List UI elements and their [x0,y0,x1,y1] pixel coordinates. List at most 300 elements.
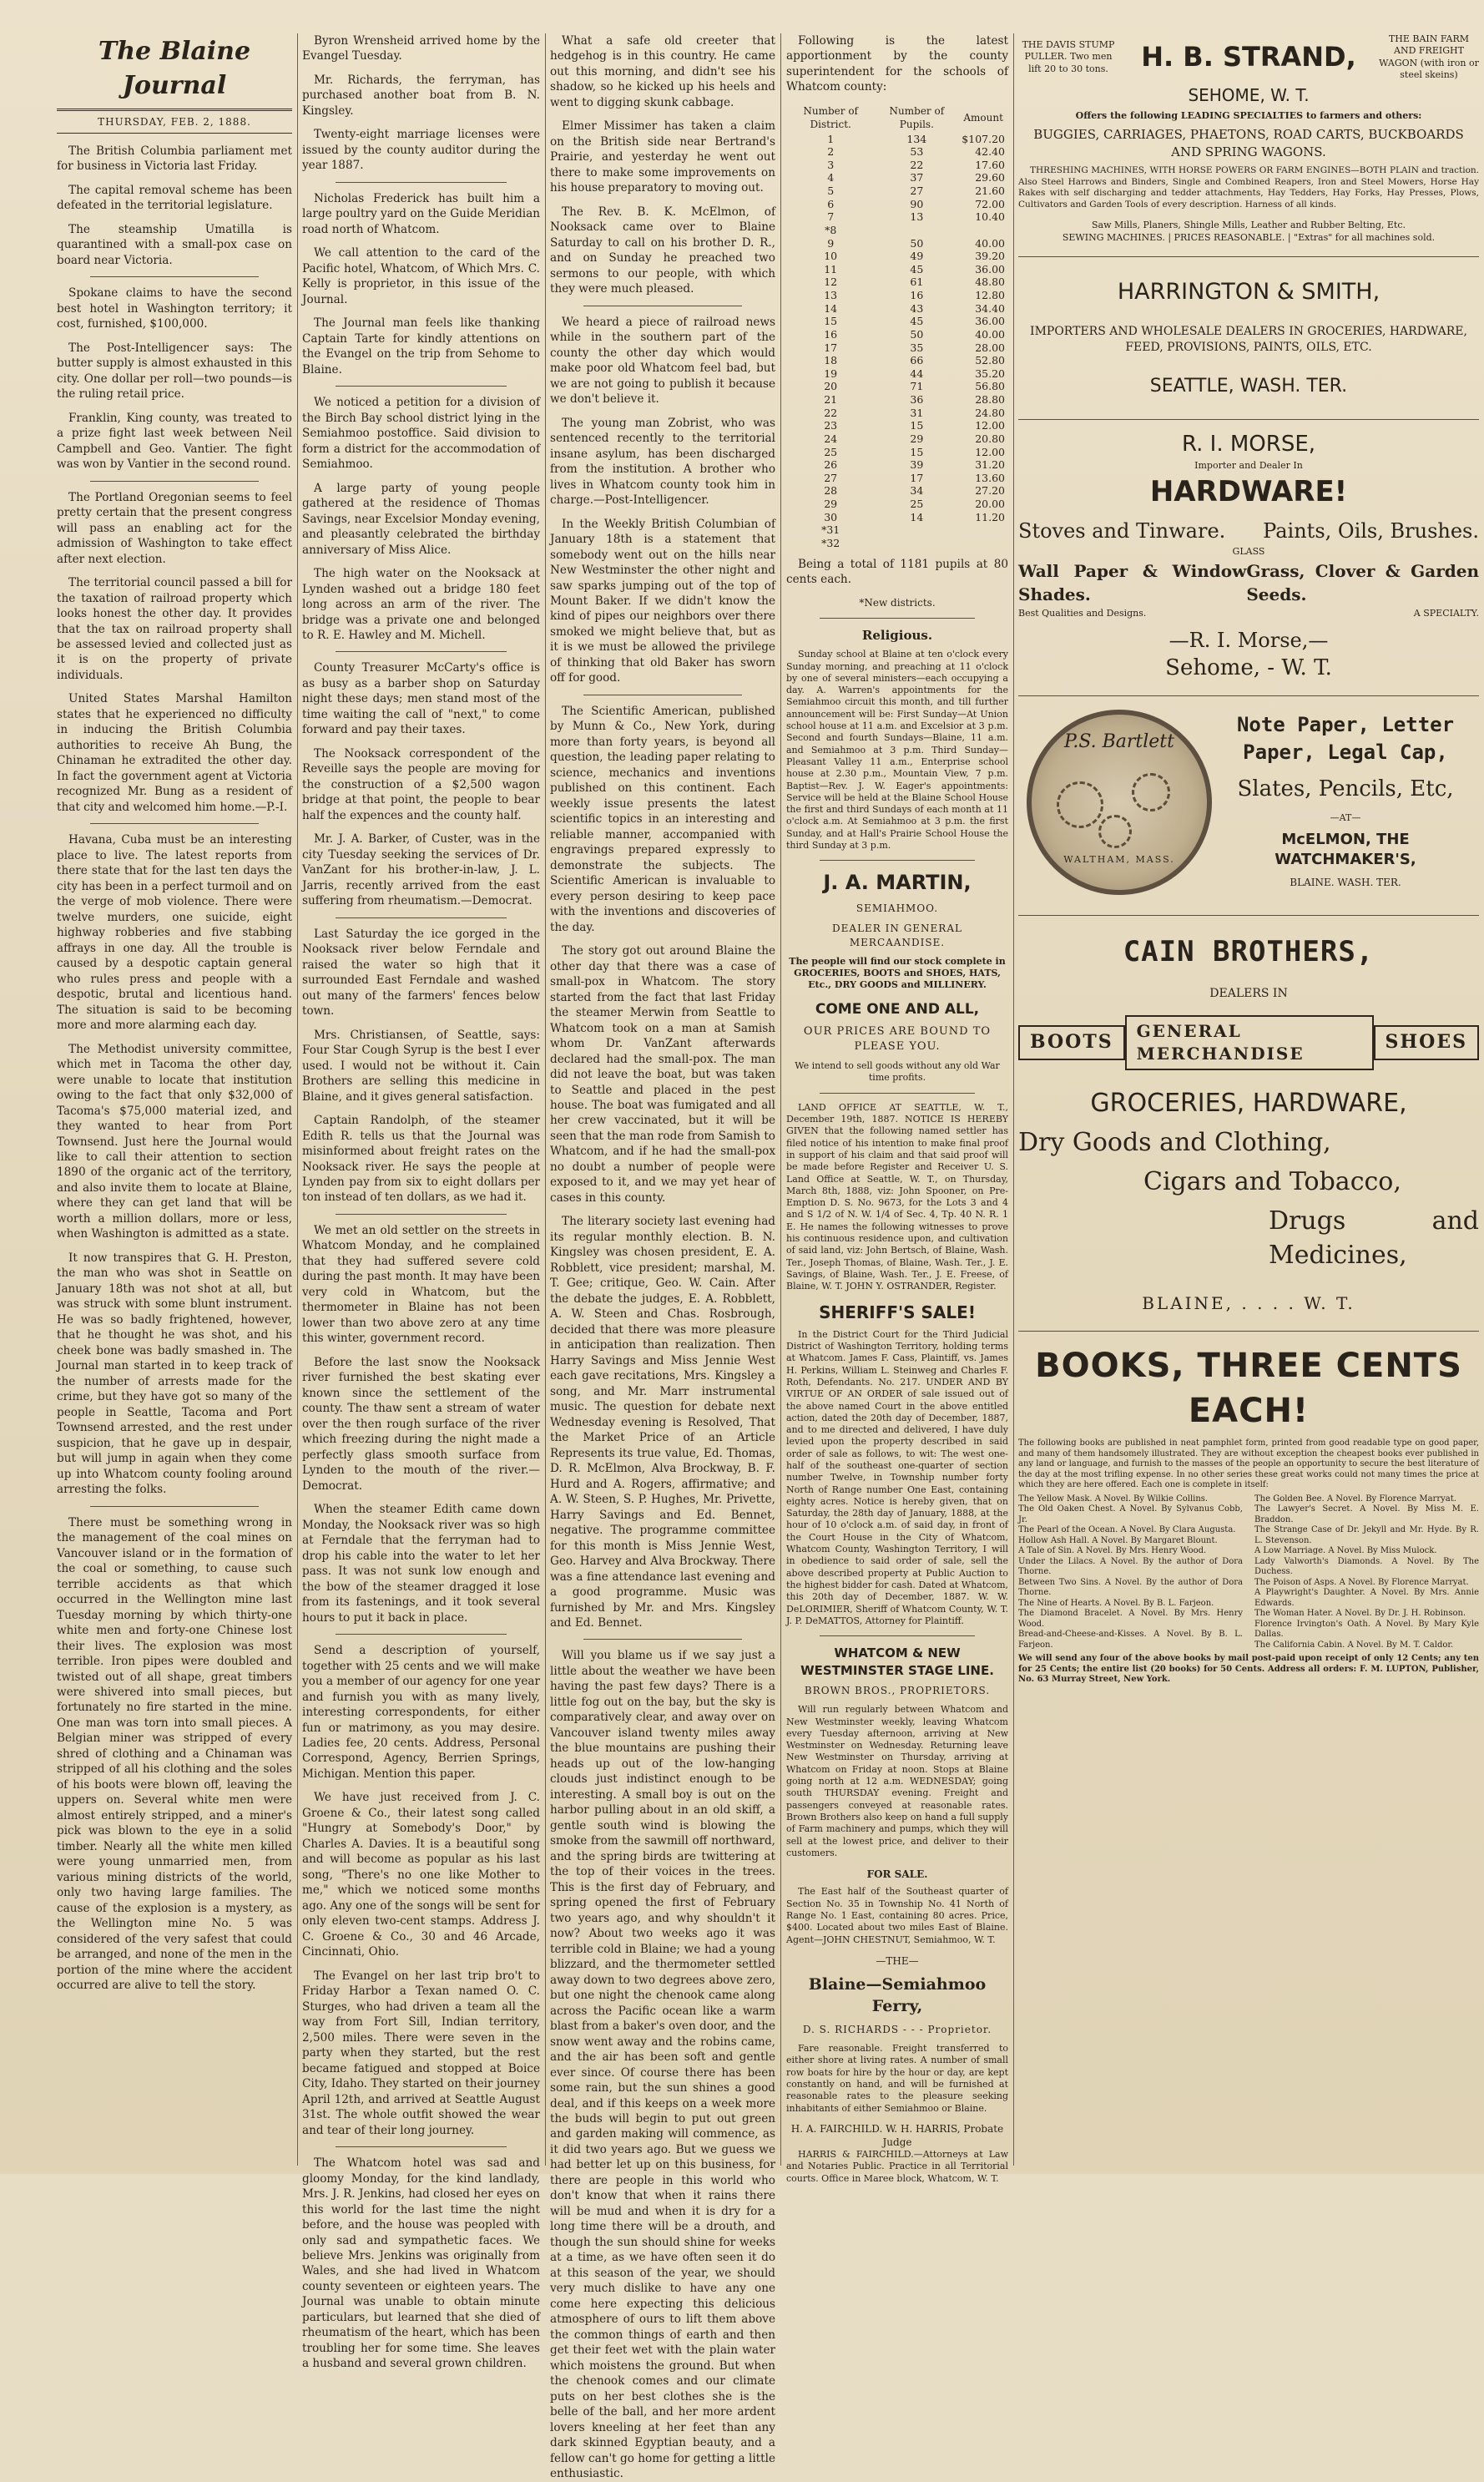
header-amount: Amount [963,112,1003,124]
pupils-cell: 15 [910,419,924,432]
divider [1018,695,1479,696]
district-cell: 7 [827,210,835,224]
article-paragraph: Last Saturday the ice gorged in the Nooksack river below Ferndale and raised the water so high that it surrounded East Ferndale and washed out many of the farmers' fences below town. [302,927,540,1019]
morse-paints: Paints, Oils, Brushes. [1263,518,1479,543]
article-paragraph: There must be something wrong in the management of the coal mines on Vancouver island or in the formation of the coal or something, to cause such terrible accidents as that which occurred in the Wellington mine last Tuesday morning by which thirty-one white men and forty-one Chinese lost their lives. The explosion was most terrible. Iron pipes were doubled and twisted out of all shape, great timbers were shivered into small pieces, but fortunately no fire started in the mine. One man was torn into small pieces. A Belgian miner was stripped of every shred of clothing and a Chinaman was stripped of all his clothing and the soles of his boots were blown off, leaving the uppers on. Several white men were almost entirely stripped, and a miner's pick was blown to the eye in a solid timber. Nearly all the white men killed were young unmarried men, from various mining districts of the world, only two having large families. The cause of the explosion is a mystery, as the Wellington mine No. 5 was considered of the very safest that could be arranged, and none of the men in the portion of the mine where the accident occurred are alive to tell the story. [57,1515,292,1993]
list-item: The Old Oaken Chest. A Novel. By Sylvanus Cobb, Jr. [1018,1504,1243,1524]
strand-line-2: AND SPRING WAGONS. [1171,144,1326,159]
table-row [786,275,1008,289]
district-cell: 4 [827,171,835,185]
strand-bottom-2: SEWING MACHINES. | PRICES REASONABLE. | "Extras" for all machines sold. [1062,231,1436,243]
list-item: Hollow Ash Hall. A Novel. By Margaret Blount. [1018,1535,1218,1545]
cain-boots: BOOTS [1018,1025,1125,1060]
for-sale-body: The East half of the Southeast quarter of Section No. 35 in Township No. 41 North of Range No. 1 East, containing 80 acres. Price, $400. Located about two miles East of Blaine. Agent—JOHN CHESTNUT, Semiahmoo, W. T. [786,1886,1008,1945]
gear-icon [1132,773,1170,811]
column-rule [1013,33,1014,2166]
table-row [786,328,1008,341]
divider [820,860,975,861]
cain-cigars: Cigars and Tobacco, [1143,1166,1401,1196]
table-row [786,210,1008,224]
strand-body: THRESHING MACHINES, WITH HORSE POWERS OR FARM ENGINES—BOTH PLAIN and traction. Also Steel Harrows and Binders, Single and Combined Reapers, Iron and Steel Mowers, Horse Hay Rakes with self discharging and tedder attachments, Hay Tedders, Hay Forks, Hay Presses, Plows, Cultivators and Garden Tools of every description. Harness of all kinds. [1018,165,1479,210]
amount-cell: $107.20 [962,132,1005,145]
list-item: The Golden Bee. A Novel. By Florence Marryat. [1254,1494,1456,1504]
amount-cell: 28.00 [975,341,1005,354]
article-paragraph: The Rev. B. K. McElmon, of Nooksack came over to Blaine Saturday to call on his brother D. R., and on Sunday he preached two sermons to our people, with which they were much pleased. [550,205,775,296]
column-rule [297,33,298,2166]
pupils-cell [875,224,958,237]
mcelmon-name: McELMON, THE WATCHMAKER'S, [1275,830,1416,869]
article-paragraph: United States Marshal Hamilton states that he experienced no difficulty in inducing the British Columbia authorities to receive Ah Bung, the Chinaman he extradited the other day. In fact the government agent at Victoria recognized Mr. Bung as a resident of that city and welcomed him home.—P.-I. [57,692,292,814]
books-ad [1018,1343,1479,1686]
pupils-cell: 45 [910,315,924,328]
strand-line-1: BUGGIES, CARRIAGES, PHAETONS, ROAD CARTS, BUCKBOARDS [1033,127,1464,143]
table-row [786,145,1008,159]
amount-cell: 28.80 [975,393,1005,407]
district-cell: 21 [824,393,838,407]
martin-slogan-2: OUR PRICES ARE BOUND TO PLEASE YOU. [803,1024,992,1053]
column-rule [545,33,546,2166]
amount-cell: 52.80 [975,354,1005,367]
harrington-ad [1018,277,1479,400]
divider [90,823,259,824]
table-row [786,472,1008,485]
district-cell: 13 [824,289,838,302]
list-item: A Playwright's Daughter. A Novel. By Mrs. Annie Edwards. [1254,1588,1479,1608]
pupils-cell: 50 [910,236,924,250]
morse-signature: —R. I. Morse,— [1169,628,1329,652]
column-2-articles [302,33,540,2372]
table-row [786,224,1008,237]
stump-puller-note: THE DAVIS STUMP PULLER. Two men lift 20 to 30 tons. [1022,39,1115,74]
apportionment-intro: Following is the latest apportionment by the county superintendent for the schools of Whatcom county: [786,34,1008,94]
martin-slogan: COME ONE AND ALL, [815,1000,980,1018]
amount-cell: 39.20 [975,250,1005,263]
amount-cell: 13.60 [975,471,1005,484]
amount-cell: 34.40 [975,301,1005,315]
district-cell: 1 [827,132,835,145]
divider [90,1506,259,1507]
list-item: The Yellow Mask. A Novel. By Wilkie Collins. [1018,1494,1209,1504]
stage-line-sub: BROWN BROS., PROPRIETORS. [804,1684,991,1696]
divider [583,1639,742,1640]
gear-icon [1098,815,1132,848]
district-cell: *31 [821,523,840,537]
the-label: —THE— [876,1954,919,1967]
pupils-cell [875,523,958,537]
lawyer-card: HARRIS & FAIRCHILD.—Attorneys at Law and Notaries Public. Practice in all Territorial courts. Office in Maree block, Whatcom, W. T. [786,2149,1008,2184]
ferry-heading: Blaine—Semiahmoo Ferry, [808,1975,987,2016]
column-3 [550,33,775,2481]
amount-cell: 56.80 [975,380,1005,393]
pupils-cell: 17 [910,471,924,484]
table-row [786,250,1008,263]
district-cell: 16 [824,327,838,341]
district-cell: 5 [827,185,835,198]
pupils-cell: 90 [910,197,924,210]
article-paragraph: The Journal man feels like thanking Captain Tarte for kindly attentions on the Evangel on the trip from Sehome to Blaine. [302,316,540,377]
list-item: Between Two Sins. A Novel. By the author of Dora Thorne. [1018,1577,1243,1598]
amount-cell: 12.80 [975,289,1005,302]
masthead-date: THURSDAY, FEB. 2, 1888. [57,109,292,134]
apportionment-header-row [786,104,1008,133]
column-4 [786,33,1008,2184]
table-row [786,171,1008,185]
martin-end: We intend to sell goods without any old War time profits. [795,1060,1000,1084]
amount-cell: 29.60 [975,171,1005,185]
morse-stoves: Stoves and Tinware. [1018,518,1226,543]
divider [820,618,975,619]
amount-cell: 42.40 [975,145,1005,159]
table-row [786,523,1008,537]
district-cell: 11 [824,262,838,275]
table-row [786,511,1008,524]
list-item: Bread-and-Cheese-and-Kisses. A Novel. By B. L. Farjeon. [1018,1630,1243,1650]
column-rule [780,33,781,2166]
article-paragraph: The Whatcom hotel was sad and gloomy Monday, for the kind landlady, Mrs. J. R. Jenkins, had closed her eyes on this world for the last time the night before, and the house was peopled with only sad and sympathetic faces. We believe Mrs. Jenkins was originally from Wales, and she had lived in Whatcom county seventeen or eighteen years. The Journal was unable to obtain minute particulars, but learned that she died of rheumatism of the heart, which has been troubling her for some time. She leaves a husband and several grown children. [302,2156,540,2371]
amount-cell: 12.00 [975,445,1005,458]
ferry-body: Fare reasonable. Freight transferred to either shore at living rates. A number of small row boats for hire by the hour or day, are kept constantly on hand, and will be furnished at reasonable rates to the pleasure seeking inhabitants of either Semiahmoo or Blaine. [786,2043,1008,2114]
mcelmon-line-2: Slates, Pencils, Etc, [1237,776,1454,801]
article-paragraph: We heard a piece of railroad news while in the southern part of the county the other day which would make poor old Whatcom feel bad, but we are not going to publish it because we don't believe it. [550,315,775,407]
list-item: The California Cabin. A Novel. By M. T. Caldor. [1254,1640,1454,1650]
gear-icon [1057,781,1103,828]
stage-line-body: Will run regularly between Whatcom and New Westminster weekly, leaving Whatcom every Tuesday afternoon, arriving at New Westminster on Wednesday. Returning leave New Westminster on Thursday, arriving at Whatcom on Friday at noon. Stops at Blaine going north at 12 a.m. WEDNESDAY; going south THURSDAY evening. Freight and passengers conveyed at reasonable rates. Brown Brothers also keep on hand a full supply of Farm machinery and pumps, which they will sell at the lowest price, and deliver to their customers. [786,1704,1008,1858]
divider [336,1214,507,1215]
district-cell: 22 [824,406,838,419]
pupils-cell: 43 [910,301,924,315]
list-item: Under the Lilacs. A Novel. By the author of Dora Thorne. [1018,1556,1243,1577]
table-row [786,354,1008,367]
apportionment-note: *New districts. [859,596,936,609]
article-paragraph: Captain Randolph, of the steamer Edith R. tells us that the Journal was misinformed about freight rates on the Nooksack river. He says the people at Lynden pay from six to eight dollars per ton instead of ten dollars, as we had it. [302,1114,540,1205]
morse-best: Best Qualities and Designs. [1018,607,1147,619]
divider [336,182,507,183]
article-paragraph: Spokane claims to have the second best hotel in Washington territory; it cost, furnished, $100,000. [57,286,292,331]
amount-cell: 24.80 [975,406,1005,419]
district-cell: 15 [824,315,838,328]
strand-ad [1018,33,1479,245]
divider [336,1634,507,1635]
table-row [786,484,1008,498]
district-cell: 17 [824,341,838,354]
header-pupils: Number of Pupils. [889,104,945,131]
ferry-sub: D. S. RICHARDS - - - Proprietor. [802,2023,992,2035]
harrington-name: HARRINGTON & SMITH, [1117,278,1381,305]
article-paragraph: We have just received from J. C. Groene & Co., their latest song called "Hungry at Somebody's Door," by Charles A. Davies. It is a beautiful song and will become as popular as his last song, "There's no one like Mother to me," which we noticed some months ago. Any one of the songs will be sent for only eleven two-cent stamps. Address J. C. Groene & Co., 30 and 46 Arcade, Cincinnati, Ohio. [302,1791,540,1959]
advertisement-column [1018,33,1479,2166]
district-cell: *8 [825,223,837,236]
harrington-place: SEATTLE, WASH. TER. [1149,376,1348,397]
table-row [786,341,1008,355]
sheriff-sale-heading: SHERIFF'S SALE! [819,1302,976,1322]
apportionment-total: Being a total of 1181 pupils at 80 cents each. [786,557,1008,587]
strand-name: H. B. STRAND, [1141,40,1356,73]
pupils-cell: 71 [910,380,924,393]
divider [1018,915,1479,916]
land-office-notice: LAND OFFICE AT SEATTLE, W. T., December 19th, 1887. NOTICE IS HEREBY GIVEN that the following named settler has filed notice of his intention to make final proof in support of his claim and that said proof will be made before Register and Receiver U. S. Land Office at Seattle, W. T., on Thursday, March 8th, 1888, viz: John Spooner, on Pre-Emption D. S. No. 9673, for the Lots 3 and 4 and S 1/2 of N. W. 1/4 of Sec. 4, Tp. 40 N. R. 1 E. He names the following witnesses to prove his continuous residence upon, and cultivation of said land, viz: John Bertsch, of Blaine, Wash. Ter., Joseph Thomas, of Blaine, Wash. Ter., J. E. Savings, of Blaine, Wash. Ter., J. E. Freese, of Blaine, W. T. JOHN Y. OSTRANDER, Register. [786,1101,1008,1292]
amount-cell [958,523,1008,537]
pupils-cell: 66 [910,354,924,367]
table-row [786,302,1008,316]
district-cell: 2 [827,145,835,159]
table-row [786,498,1008,511]
amount-cell: 17.60 [975,158,1005,171]
amount-cell [958,224,1008,237]
article-paragraph: Franklin, King county, was treated to a prize fight last week between Neil Campbell and Geo. Vantier. The fight was won by Vantier in the second round. [57,411,292,472]
table-row [786,407,1008,420]
article-paragraph: The literary society last evening had its regular monthly election. B. N. Kingsley was chosen president, E. A. Robblett, vice president; marshal, M. T. Gee; critique, Geo. W. Cain. After the debate the judges, E. A. Robblett, A. W. Steen and Chas. Rosbrough, decided that there was more pleasure in anticipation than realization. Then Harry Savings and Miss Jennie West each gave recitations, Mrs. Kingsley a song, and Mr. Marr instrumental music. The question for debate next Wednesday evening is Resolved, That the Market Price of an Article Represents its true value, Ed. Thomas, D. R. McElmon, Alva Brockway, B. F. Hurd and A. Rogers, affirmative; and A. W. Steen, S. P. Hughes, Mr. Privette, Harry Savings and Ed. Bennet, negative. The programme committee for this month is Miss Jennie West, Geo. Harvey and Alva Brockway. There was a fine attendance last evening and a good programme. Music was furnished by Mr. and Mrs. Kingsley and Ed. Bennet. [550,1215,775,1630]
article-paragraph: What a safe old creeter that hedgehog is in this country. He came out this morning, and didn't see his shadow, so he kicked up his heels and went to digging skunk cabbage. [550,34,775,109]
amount-cell: 31.20 [975,458,1005,472]
article-paragraph: Send a description of yourself, together with 25 cents and we will make you a member of our agency for one year and furnish you with as many lively, interesting correspondents, for either fun or matrimony, as you may desire. Ladies fee, 20 cents. Address, Personal Correspond, Agency, Berrien Springs, Michigan. Mention this paper. [302,1644,540,1781]
article-paragraph: County Treasurer McCarty's office is as busy as a barber shop on Saturday night these days; men stand most of the time waiting the call of "next," to come forward and pay their taxes. [302,661,540,737]
pupils-cell: 37 [910,171,924,185]
mcelmon-ad [1018,706,1479,895]
article-paragraph: Mrs. Christiansen, of Seattle, says: Four Star Cough Syrup is the best I ever used. I would not be without it. Cain Brothers are selling this medicine in Blaine, and it gives general satisfaction. [302,1028,540,1104]
martin-body: The people will find our stock complete in GROCERIES, BOOTS and SHOES, HATS, Etc., DRY GOODS and MILLINERY. [789,955,1006,991]
table-row [786,263,1008,276]
divider [336,2146,507,2147]
morse-name: R. I. MORSE, [1181,432,1316,457]
pupils-cell: 39 [910,458,924,472]
district-cell: 6 [827,197,835,210]
district-cell: 27 [824,471,838,484]
district-cell: 18 [824,354,838,367]
district-cell: 28 [824,484,838,498]
amount-cell: 40.00 [975,236,1005,250]
amount-cell [958,537,1008,550]
article-paragraph: The Scientific American, published by Munn & Co., New York, during more than forty years, is beyond all question, the leading paper relating to science, mechanics and inventions published on this continent. Each weekly issue presents the latest scientific topics in an interesting and reliable manner, accompanied with engravings prepared expressly to demonstrate the subjects. The Scientific American is invaluable to every person desiring to keep pace with the inventions and discoveries of the day. [550,704,775,934]
amount-cell: 20.80 [975,432,1005,445]
watch-maker-place: WALTHAM, MASS. [1063,853,1175,865]
amount-cell: 27.20 [975,484,1005,498]
list-item: The Nine of Hearts. A Novel. By B. L. Farjeon. [1018,1598,1214,1608]
list-item: A Tale of Sin. A Novel. By Mrs. Henry Wood. [1018,1546,1207,1556]
mcelmon-place: BLAINE. WASH. TER. [1290,876,1401,888]
district-cell: 24 [824,432,838,445]
cain-place: BLAINE, . . . . W. T. [1142,1293,1355,1314]
pupils-cell: 14 [910,510,924,523]
article-paragraph: Mr. J. A. Barker, of Custer, was in the city Tuesday seeking the services of Dr. VanZant for his brother-in-law, J. L. Jarris, recently arrived from the east suffering from rheumatism.—Democrat. [302,832,540,908]
column-3-articles [550,33,775,2482]
column-1 [57,33,292,2166]
table-row [786,133,1008,146]
cain-shoes: SHOES [1374,1025,1480,1060]
cain-general: GENERAL MERCHANDISE [1125,1015,1374,1070]
pupils-cell: 27 [910,185,924,198]
cain-brothers-ad [1018,933,1479,1316]
table-row [786,289,1008,302]
article-paragraph: When the steamer Edith came down Monday, the Nooksack river was so high at Ferndale that the ferryman had to drop his cable into the water to let her pass. It was not sunk low enough and the bow of the steamer dragged it lose from its fastenings, and it took several hours to put it back in place. [302,1503,540,1625]
list-item: The Diamond Bracelet. A Novel. By Mrs. Henry Wood. [1018,1609,1243,1629]
list-item: The Pearl of the Ocean. A Novel. By Clara Augusta. [1018,1525,1236,1535]
cain-dealers: DEALERS IN [1209,986,1288,1000]
article-paragraph: Will you blame us if we say just a little about the weather we have been having the past few days? There is a little fog out on the bay, but the sky is comparatively clear, and away over on Vancouver island twenty miles away the blue mountains are pushing their heads up out of the low-hanging clouds just indistinct enough to be interesting. A small boy is out on the harbor pulling about in an old skiff, a gentle south wind is blowing the smoke from the sawmill off northward, and the spring birds are twittering at the top of their voices in the trees. This is the first day of February, and spring opened the first of February two years ago, and why shouldn't it now? About two weeks ago it was terrible cold in Blaine; we had a young blizzard, and the thermometer settled away down to two degrees above zero, but one night the chenook came along across the Pacific ocean like a warm blast from a baker's oven door, and the snow went away and the robins came, and the air has been soft and gentle ever since. Of course there has been some rain, but the sun shines a good deal, and if this keeps on a week more the buds will begin to put out green and garden making will commence, as it did two years ago. But we guess we had better let up on this business, for there are people in this world who don't know that when it rains there will be mud and when it is dry for a long time there will be a drouth, and though the sun should shine for weeks at a time, as we have often seen it do at this season of the year, we should very much dislike to have any one come here expecting this delicious atmosphere of ours to lift them above the common things of earth and then get their feet wet with the plain water which moistens the ground. But when the chenook comes and our climate puts on her best clothes she is the belle of the ball, and her more ardent lovers kneeling at her feet than any dark skinned Egyptian beauty, and a fellow can't go home for getting a little enthusiastic. [550,1649,775,2481]
pupils-cell: 44 [910,366,924,380]
article-paragraph: Twenty-eight marriage licenses were issued by the county auditor during the year 1887. [302,128,540,173]
masthead-title: The Blaine Journal [98,37,251,100]
cain-dry-goods: Dry Goods and Clothing, [1018,1128,1331,1158]
table-row [786,458,1008,472]
article-paragraph: The Nooksack correspondent of the Reveille says the people are moving for the construction of a $2,500 wagon bridge at that point, the people to bear half the expences and the county half. [302,746,540,822]
books-list [1018,1494,1479,1651]
books-body: The following books are published in neat pamphlet form, printed from good readable type on good paper, and many of them handsomely illustrated. They are without exception the cheapest books ever published in any land or language, and furnish to the masses of the people an opportunity to secure the best literature of the day at the most trifling expense. In no other series these great works could not many times the price at which they are here offered. Each one is complete in itself: [1018,1438,1479,1490]
amount-cell: 21.60 [975,185,1005,198]
table-row [786,159,1008,172]
list-item: Lady Valworth's Diamonds. A Novel. By The Duchess. [1254,1556,1479,1577]
amount-cell: 20.00 [975,498,1005,511]
morse-grass: Grass, Clover & Garden Seeds. [1246,561,1479,604]
table-row [786,432,1008,446]
cain-drugs: Drugs and Medicines, [1269,1206,1479,1270]
morse-hardware: HARDWARE! [1149,474,1348,508]
mcelmon-at: —AT— [1330,811,1361,823]
morse-specialty: A SPECIALTY. [1413,607,1479,619]
divider [820,1093,975,1094]
table-row [786,393,1008,407]
district-cell: 9 [827,236,835,250]
books-footer: We will send any four of the above books by mail post-paid upon receipt of only 12 Cents; any ten for 25 Cents; the entire list (20 books) for 50 Cents. Address all orders: F. M. LUPTON, Publisher, No. 63 Murray Street, New York. [1018,1654,1479,1685]
stage-line-heading: WHATCOM & NEW WESTMINSTER STAGE LINE. [800,1645,994,1678]
article-paragraph: Before the last snow the Nooksack river furnished the best skating ever known since the settlement of the county. The thaw sent a stream of water over the then rough surface of the river which freezing during the night made a perfectly glass smooth surface from Lynden to the mouth of the river.—Democrat. [302,1355,540,1493]
district-cell: 12 [824,275,838,289]
district-cell: 20 [824,380,838,393]
pupils-cell: 49 [910,250,924,263]
pupils-cell: 36 [910,393,924,407]
table-row [786,185,1008,198]
lawyer-names: H. A. FAIRCHILD. W. H. HARRIS, Probate Judge [790,2122,1004,2148]
cain-groceries: GROCERIES, HARDWARE, [1090,1089,1407,1119]
sheriff-sale-notice: In the District Court for the Third Judicial District of Washington Territory, holding terms at Whatcom. James F. Cass, Plaintiff, vs. James H. Perkins, William L. Steinweg and Charles F. Roth, Defendants. No. 217. UNDER AND BY VIRTUE OF AN ORDER of sale issued out of the above named Court in the above entitled action, dated the 20th day of December, 1887, and to me directed and delivered, I have duly levied upon the property described in said order of sale as follows, to wit: The west one-half of the southeast one-quarter of section number Twelve, in Township number forty North of Range number One East, containing eighty acres. Notice is hereby given, that on Saturday, the 28th day of January, 1888, at the hour of 10 o'clock a.m. of said day, in front of the Court House in the City of Whatcom, Whatcom County, Washington Territory, I will in obedience to said order of sale, sell the above described property at Public Auction to the highest bidder for cash. Dated at Whatcom, this 20th day of December, 1887. W. W. DeLORIMIER, Sheriff of Whatcom County, W. T. J. P. DeMATTOS, Attorney for Plaintiff. [786,1328,1008,1626]
header-district: Number of District. [803,104,858,131]
table-row [786,419,1008,432]
district-cell: 3 [827,158,835,171]
article-paragraph: We call attention to the card of the Pacific hotel, Whatcom, of Which Mrs. C. Kelly is proprietor, in this issue of the Journal. [302,246,540,306]
amount-cell: 40.00 [975,327,1005,341]
strand-place: SEHOME, W. T. [1188,85,1310,106]
pupils-cell [875,537,958,550]
district-cell: 30 [824,510,838,523]
amount-cell: 36.00 [975,262,1005,275]
amount-cell: 35.20 [975,366,1005,380]
list-item: A Low Marriage. A Novel. By Miss Mulock. [1254,1546,1437,1556]
table-row [786,537,1008,550]
article-paragraph: We noticed a petition for a division of the Birch Bay school district lying in the Semiahmoo postoffice. Said division to form a district for the accommodation of Semiahmoo. [302,396,540,472]
table-row [786,315,1008,328]
martin-name: J. A. MARTIN, [823,871,972,895]
divider [90,276,259,277]
pupils-cell: 34 [910,484,924,498]
pupils-cell: 45 [910,262,924,275]
pupils-cell: 134 [906,132,927,145]
article-paragraph: The steamship Umatilla is quarantined with a small-pox case on board near Victoria. [57,222,292,267]
divider [336,917,507,918]
divider [820,1635,975,1636]
table-row [786,367,1008,381]
article-paragraph: Havana, Cuba must be an interesting place to live. The latest reports from there state that for the last ten days the city has been in a perfect turmoil and on the verge of mob violence. There were twelve murders, one suicide, eight highway robberies and five stabbing affrays in one day. All the trouble is caused by a despotic captain general who rules press and people with a despotic, brutal and licentious hand. The situation is said to be becoming more and more alarming each day. [57,833,292,1033]
district-cell: 14 [824,301,838,315]
morse-sub: Importer and Dealer In [1194,459,1303,471]
district-cell: 10 [824,250,838,263]
table-row [786,198,1008,211]
pupils-cell: 53 [910,145,924,159]
morse-place: Sehome, - W. T. [1165,655,1332,681]
article-paragraph: Mr. Richards, the ferryman, has purchased another boat from B. N. Kingsley. [302,73,540,118]
pupils-cell: 50 [910,327,924,341]
pupils-cell: 13 [910,210,924,224]
district-cell: 29 [824,498,838,511]
article-paragraph: The story got out around Blaine the other day that there was a case of small-pox in Whatcom. The story started from the fact that last Friday the steamer Merwin from Seattle to Whatcom took on a man at Samish whom Dr. VanZant afterwards declared had the small-pox. The man did not leave the boat, but was taken to Seattle and placed in the pest house. The boat was fumigated and all her crew vaccinated, but it will be seen that the man rode from Samish to Whatcom, and if he had the small-pox no doubt a number of people were exposed to it, and we may yet hear of cases in this county. [550,944,775,1205]
article-paragraph: The high water on the Nooksack at Lynden washed out a bridge 180 feet long across an arm of the river. The bridge was a private one and belonged to R. E. Hawley and M. Michell. [302,567,540,642]
amount-cell: 36.00 [975,315,1005,328]
pupils-cell: 31 [910,406,924,419]
article-paragraph: The British Columbia parliament met for business in Victoria last Friday. [57,144,292,174]
for-sale-heading: FOR SALE. [866,1868,928,1881]
cain-name: CAIN BROTHERS, [1123,934,1375,968]
list-item: The Strange Case of Dr. Jekyll and Mr. Hyde. By R. L. Stevenson. [1254,1525,1479,1545]
article-paragraph: The capital removal scheme has been defeated in the territorial legislature. [57,183,292,213]
article-paragraph: Nicholas Frederick has built him a large poultry yard on the Guide Meridian road north of Whatcom. [302,191,540,236]
strand-bottom-1: Saw Mills, Planers, Shingle Mills, Leather and Rubber Belting, Etc. [1092,219,1406,230]
morse-glass: GLASS [1232,546,1265,558]
pupils-cell: 16 [910,289,924,302]
divider [1018,419,1479,420]
pupils-cell: 22 [910,158,924,171]
article-paragraph: It now transpires that G. H. Preston, the man who was shot in Seattle on January 18th was not shot at all, but was struck with some blunt instrument. He was so badly frightened, however, that he thought he was shot, and his cheek bone was badly smashed in. The Journal man started in to keep track of the number of arrests made for the crime, but they have got so many of the people in Seattle, Tacoma and Port Townsend arrested, and the rest under suspicion, that he gave up in despair, but will jump in again when they come up into Whatcom county fooling around arresting the folks. [57,1251,292,1497]
article-paragraph: Byron Wrensheid arrived home by the Evangel Tuesday. [302,34,540,63]
religious-notice: Sunday school at Blaine at ten o'clock every Sunday morning, and preaching at 11 o'clock by one of several ministers—each occupying a day. A. Warren's appointments for the Semiahmoo circuit this month, and till further announcement will be: First Sunday—At Union school house at 11 a.m. and Excelsior at 3 p.m. Second and fourth Sundays—Blaine, 11 a.m. and Semiahmoo at 3 p.m. Third Sunday—Pleasant Valley 11 a.m., Enterprise school house at 2.30 p.m., Mountain View, 7 p.m. Baptist—Rev. J. W. Eager's appointments: Service will be held at the Blaine School House the first and third Sundays of each month at 11 o'clock a.m. At Semiahmoo at 3 p.m. the first Sunday, and at Hall's Prairie School House the third Sunday at 3 p.m. [786,649,1008,851]
farm-wagon-note: THE BAIN FARM AND FREIGHT WAGON (with iron or steel skeins) [1379,33,1479,80]
article-paragraph: We met an old settler on the streets in Whatcom Monday, and he complained that they had suffered severe cold during the past month. It may have been very cold in Whatcom, but the thermometer in Blaine has not been lower than two above zero at any time this winter, government record. [302,1223,540,1346]
district-cell: 25 [824,445,838,458]
amount-cell: 72.00 [975,197,1005,210]
divider [90,481,259,482]
watch-maker-name: P.S. Bartlett [1064,730,1174,752]
divider [336,651,507,652]
books-title: BOOKS, THREE CENTS EACH! [1035,1346,1462,1430]
article-paragraph: A large party of young people gathered at the residence of Thomas Savings, near Excelsior Monday evening, and pleasantly celebrated the birthday anniversary of Miss Alice. [302,481,540,557]
article-paragraph: The young man Zobrist, who was sentenced recently to the territorial insane asylum, has been discharged from the institution. A brother who lives in Whatcom county took him in charge.—Post-Intelligencer. [550,416,775,508]
column-1-articles [57,144,292,1994]
pupils-cell: 15 [910,445,924,458]
pocket-watch-icon [1027,710,1212,895]
amount-cell: 10.40 [975,210,1005,224]
amount-cell: 48.80 [975,275,1005,289]
amount-cell: 12.00 [975,419,1005,432]
divider [1018,1331,1479,1332]
morse-wallpaper: Wall Paper & Window Shades. [1018,561,1247,604]
pupils-cell: 35 [910,341,924,354]
article-paragraph: The Post-Intelligencer says: The butter supply is almost exhausted in this city. One dollar per roll—two pounds—is the ruling retail price. [57,341,292,402]
article-paragraph: In the Weekly British Columbian of January 18th is a statement that somebody went out on the hills near New Westminster the other night and saw sparks jumping out of the top of Mount Baker. If we didn't know the kind of pipes our neighbors over there smoked we might believe that, but as it is we must be allowed the privilege of thinking that old Baker has sworn off for good. [550,517,775,685]
table-row [786,446,1008,459]
district-cell: 23 [824,419,838,432]
district-cell: 26 [824,458,838,472]
martin-place: SEMIAHMOO. [856,902,939,914]
list-item: Florence Irvington's Oath. A Novel. By Mary Kyle Dallas. [1254,1619,1479,1640]
divider [1018,256,1479,257]
morse-ad [1018,430,1479,683]
list-item: The Woman Hater. A Novel. By Dr. J. H. Robinson. [1254,1609,1466,1619]
strand-offers: Offers the following LEADING SPECIALTIES to farmers and others: [1075,110,1422,122]
article-paragraph: The Evangel on her last trip bro't to Friday Harbor a Texan named O. C. Sturges, who had driven a team all the way from Fort Sill, Indian territory, 2,500 miles. There were seven in the party when they started, but the rest became fatigued and stopped at Boice City, Idaho. They started on their journey April 12th, and arrived at Seattle August 31st. The whole outfit showed the wear and tear of their long journey. [302,1969,540,2137]
table-row [786,380,1008,393]
apportionment-table [786,104,1008,550]
table-row [786,237,1008,250]
article-paragraph: The Portland Oregonian seems to feel pretty certain that the present congress will pass an enabling act for the admission of Washington to take effect after next election. [57,490,292,566]
mcelmon-line-1: Note Paper, Letter Paper, Legal Cap, [1236,713,1455,764]
amount-cell: 11.20 [975,510,1005,523]
